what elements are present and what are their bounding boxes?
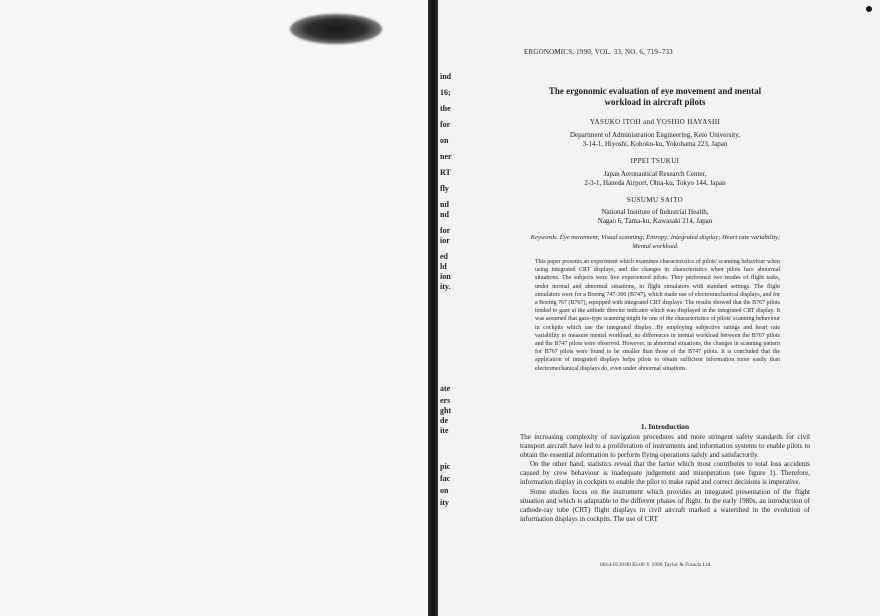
introduction-body (520, 433, 810, 524)
copyright-footer: 0014-0139/90 $3.00 © 1990 Taylor & Francis Ltd. (600, 562, 712, 568)
fragment: ers (440, 396, 451, 405)
fragment: RT (440, 168, 451, 177)
affiliation-2-line-2: 2-3-1, Haneda Airport, Ohta-ku, Tokyo 144, Japan (584, 179, 726, 187)
fragment: on (440, 136, 449, 145)
previous-page-fragments (438, 0, 468, 616)
authors-2: IPPEI TSUKUI (630, 157, 680, 165)
fragment: nd (440, 210, 449, 219)
journal-citation: ERGONOMICS, 1990, VOL. 33, NO. 6, 719–733 (524, 48, 673, 56)
paragraph: The increasing complexity of navigation procedures and more stringent safety standards for civil transport aircraft have led to a proliferation of instruments and information systems to enable pilots to obtain the essential information to perform flying operations safely and satisfactorily. (520, 433, 810, 460)
affiliation-1-line-1: Department of Administration Engineering, Keio University, (569, 131, 741, 139)
fragment: fly (440, 184, 449, 193)
authors-1: YASUKO ITOH and YOSHIO HAYASHI (589, 118, 721, 126)
affiliation-3-line-1: National Institute of Industrial Health, (601, 208, 709, 216)
fragment: ate (440, 384, 451, 393)
paragraph: On the other hand, statistics reveal that the factor which most contributes to total loss accidents caused by crew behaviour is inadequate judgement and misoperation (see figure 1). Therefore, information display in cockpits to enable the pilot to make rapid and correct decisions is imperative. (520, 460, 810, 487)
abstract: This paper presents an experiment which examines characteristics of pilots' scanning behaviour when using integrated CRT displays, and the changes in characteristics when pilots face abnormal situations. The subjects were live experienced pilots. They performed two modes of flight tasks, under normal and abnormal situations, in flight simulators with standard settings. The flight simulators were for a Boeing 747-300 (B747), which made use of electromechanical displays, and for a Boeing 767 (B767), equipped with integrated CRT displays. The results showed that the B767 pilots tended to gaze at the attitude director indicator which was displayed in the integrated CRT display. It was assumed that gaze-type scanning might be one of the characteristics of pilots' scanning behaviour in cockpits which use the integrated display. By employing subjective ratings and heart rate variability to measure mental workload, no differences in mental workload between the B767 pilots and the B747 pilots were observed. However, in abnormal situations, the changes in scanning pattern for B767 pilots were found to be smaller than those of the B747 pilots. It is concluded that the application of integrated displays helps pilots to obtain sufficient information more easily than electromechanical displays do, even under abnormal situations. (535, 259, 780, 372)
fragment: fac (440, 474, 451, 483)
corner-dot (866, 6, 872, 12)
fragment: ght (440, 406, 452, 415)
fragment: ity. (440, 282, 451, 291)
fragment: de (440, 416, 448, 425)
fragment: ity (440, 498, 449, 507)
fragment: for (440, 226, 451, 235)
fragment: ind (440, 72, 452, 81)
fragment: pic (440, 462, 451, 471)
ink-smudge (290, 14, 382, 44)
keywords: Keywords. Eye movement; Visual scanning; Entropy; Integrated display; Heart rate variability; Mental workload. (530, 234, 781, 250)
affiliation-2-line-1: Japan Aeronautical Research Center, (603, 170, 707, 178)
section-heading: 1. Introduction (640, 422, 690, 431)
fragment: nd (440, 200, 449, 209)
paper-title: The ergonomic evaluation of eye movement and mental workload in aircraft pilots (548, 86, 762, 107)
fragment: for (440, 120, 451, 129)
fragment: ld (440, 262, 447, 271)
fragment: 16; (440, 88, 451, 97)
affiliation-1-line-2: 3-14-1, Hiyoshi, Kohoku-ku, Yokohama 223, Japan (582, 140, 728, 148)
fragment: ed (440, 252, 448, 261)
book-spine (428, 0, 438, 616)
left-page (0, 0, 428, 616)
affiliation-3-line-2: Nagao 6, Tama-ku, Kawasaki 214, Japan (597, 217, 713, 225)
fragment: the (440, 104, 451, 113)
fragment: ion (440, 272, 451, 281)
paragraph: Some studies focus on the instrument which provides an integrated presentation of the flight situation and which is adaptable to the different phases of flight. In the early 1980s, an introduction of cathode-ray tube (CRT) flight displays in civil aircraft marked a watershed in the evolution of information displays in cockpits. The use of CRT (520, 487, 810, 523)
authors-3: SUSUMU SAITO (626, 196, 684, 204)
fragment: ner (440, 152, 452, 161)
fragment: on (440, 486, 449, 495)
fragment: ior (440, 236, 450, 245)
fragment: ite (440, 426, 449, 435)
